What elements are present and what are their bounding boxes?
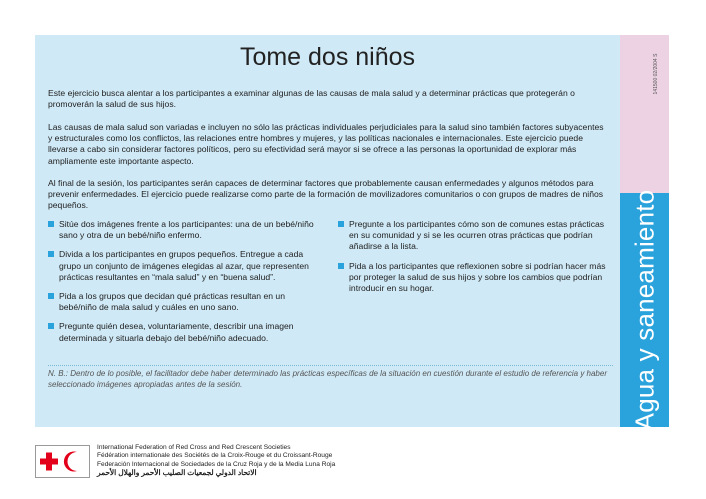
list-item xyxy=(338,219,610,253)
side-tab-pink xyxy=(620,35,669,193)
federation-name-en: International Federation of Red Cross and Red Crescent Societies xyxy=(97,444,291,451)
paragraph-outcome: Al final de la sesión, los participantes serán capaces de determinar factores que probablemente causan enfermedades y algunos métodos para prevenir enfermedades. El ejercicio puede realizarse como parte de la formación de movilizadores comunitarios o con grupos de madres de niños pequeños. xyxy=(48,178,604,211)
paragraph-intro: Este ejercicio busca alentar a los participantes a examinar algunas de las causas de mala salud y a determinar prácticas que protegerán o promoverán la salud de sus hijos. xyxy=(48,88,575,110)
square-bullet-icon xyxy=(48,221,54,227)
list-item xyxy=(338,261,610,295)
list-item-text: Pida a los grupos que decidan qué prácticas resultan en un bebé/niño de mala salud y cuáles en uno sano. xyxy=(59,291,285,313)
left-bullet-list xyxy=(48,219,316,352)
paragraph-causes: Las causas de mala salud son variadas e incluyen no sólo las prácticas individuales perjudiciales para la salud sino también factores subyacentes y estructurales como los conflictos, las relaciones entre hombres y mujeres, y las políticas nacionales e internacionales. Este ejercicio puede llevarse a cabo sin considerar factores políticos, pero su efectividad será mayor si se ofrece a las personas la oportunidad de explorar más ampliamente este importante aspecto. xyxy=(48,122,604,166)
list-item xyxy=(48,249,316,283)
list-item xyxy=(48,291,316,313)
square-bullet-icon xyxy=(48,251,54,257)
list-item xyxy=(48,219,316,241)
right-bullet-list xyxy=(338,219,610,302)
list-item-text: Pregunte quién desea, voluntariamente, describir una imagen determinada y situarla debajo del bebé/niño adecuado. xyxy=(59,321,294,343)
square-bullet-icon xyxy=(48,293,54,299)
side-label-container xyxy=(620,189,669,431)
federation-name-block xyxy=(97,444,335,478)
cross-crescent-emblem-icon xyxy=(36,446,89,477)
note-divider xyxy=(48,365,613,366)
federation-name-fr: Fédération internationale des Sociétés de la Croix-Rouge et du Croissant-Rouge xyxy=(97,452,333,460)
list-item xyxy=(48,321,316,343)
page-title: Tome dos niños xyxy=(239,43,416,71)
doc-code: 141500 02/2004 S xyxy=(653,53,659,95)
federation-name-es: Federación Internacional de Sociedades de la Cruz Roja y de la Media Luna Roja xyxy=(97,460,336,468)
list-item-text: Sitúe dos imágenes frente a los participantes: una de un bebé/niño sano y otra de un bebé/niño enfermo. xyxy=(59,219,314,241)
list-item-text: Pida a los participantes que reflexionen sobre si podrían hacer más por proteger la salud de sus hijos y sobre los cambios que podrían introducir en su hogar. xyxy=(349,260,606,294)
federation-name-ar: الاتحاد الدولي لجمعيات الصليب الأحمر والهلال الأحمر xyxy=(97,468,257,478)
square-bullet-icon xyxy=(338,221,344,227)
doc-code-container xyxy=(651,44,661,104)
square-bullet-icon xyxy=(48,323,54,329)
square-bullet-icon xyxy=(338,263,344,269)
footnote: N. B.: Dentro de lo posible, el facilitador debe haber determinado las prácticas específicas de la situación en cuestión durante el estudio de referencia y haber seleccionado imágenes apropiadas antes de la sesión. xyxy=(48,369,607,389)
side-label: Agua y saneamiento xyxy=(629,189,659,431)
list-item-text: Divida a los participantes en grupos pequeños. Entregue a cada grupo un conjunto de imágenes elegidas al azar, que representen prácticas resultantes en “mala salud” y en “buena salud”. xyxy=(59,249,309,282)
list-item-text: Pregunte a los participantes cómo son de comunes estas prácticas en su comunidad y si se les ocurren otras prácticas que podrían añadirse a la lista. xyxy=(349,219,605,252)
red-cross-red-crescent-logo xyxy=(35,445,90,478)
